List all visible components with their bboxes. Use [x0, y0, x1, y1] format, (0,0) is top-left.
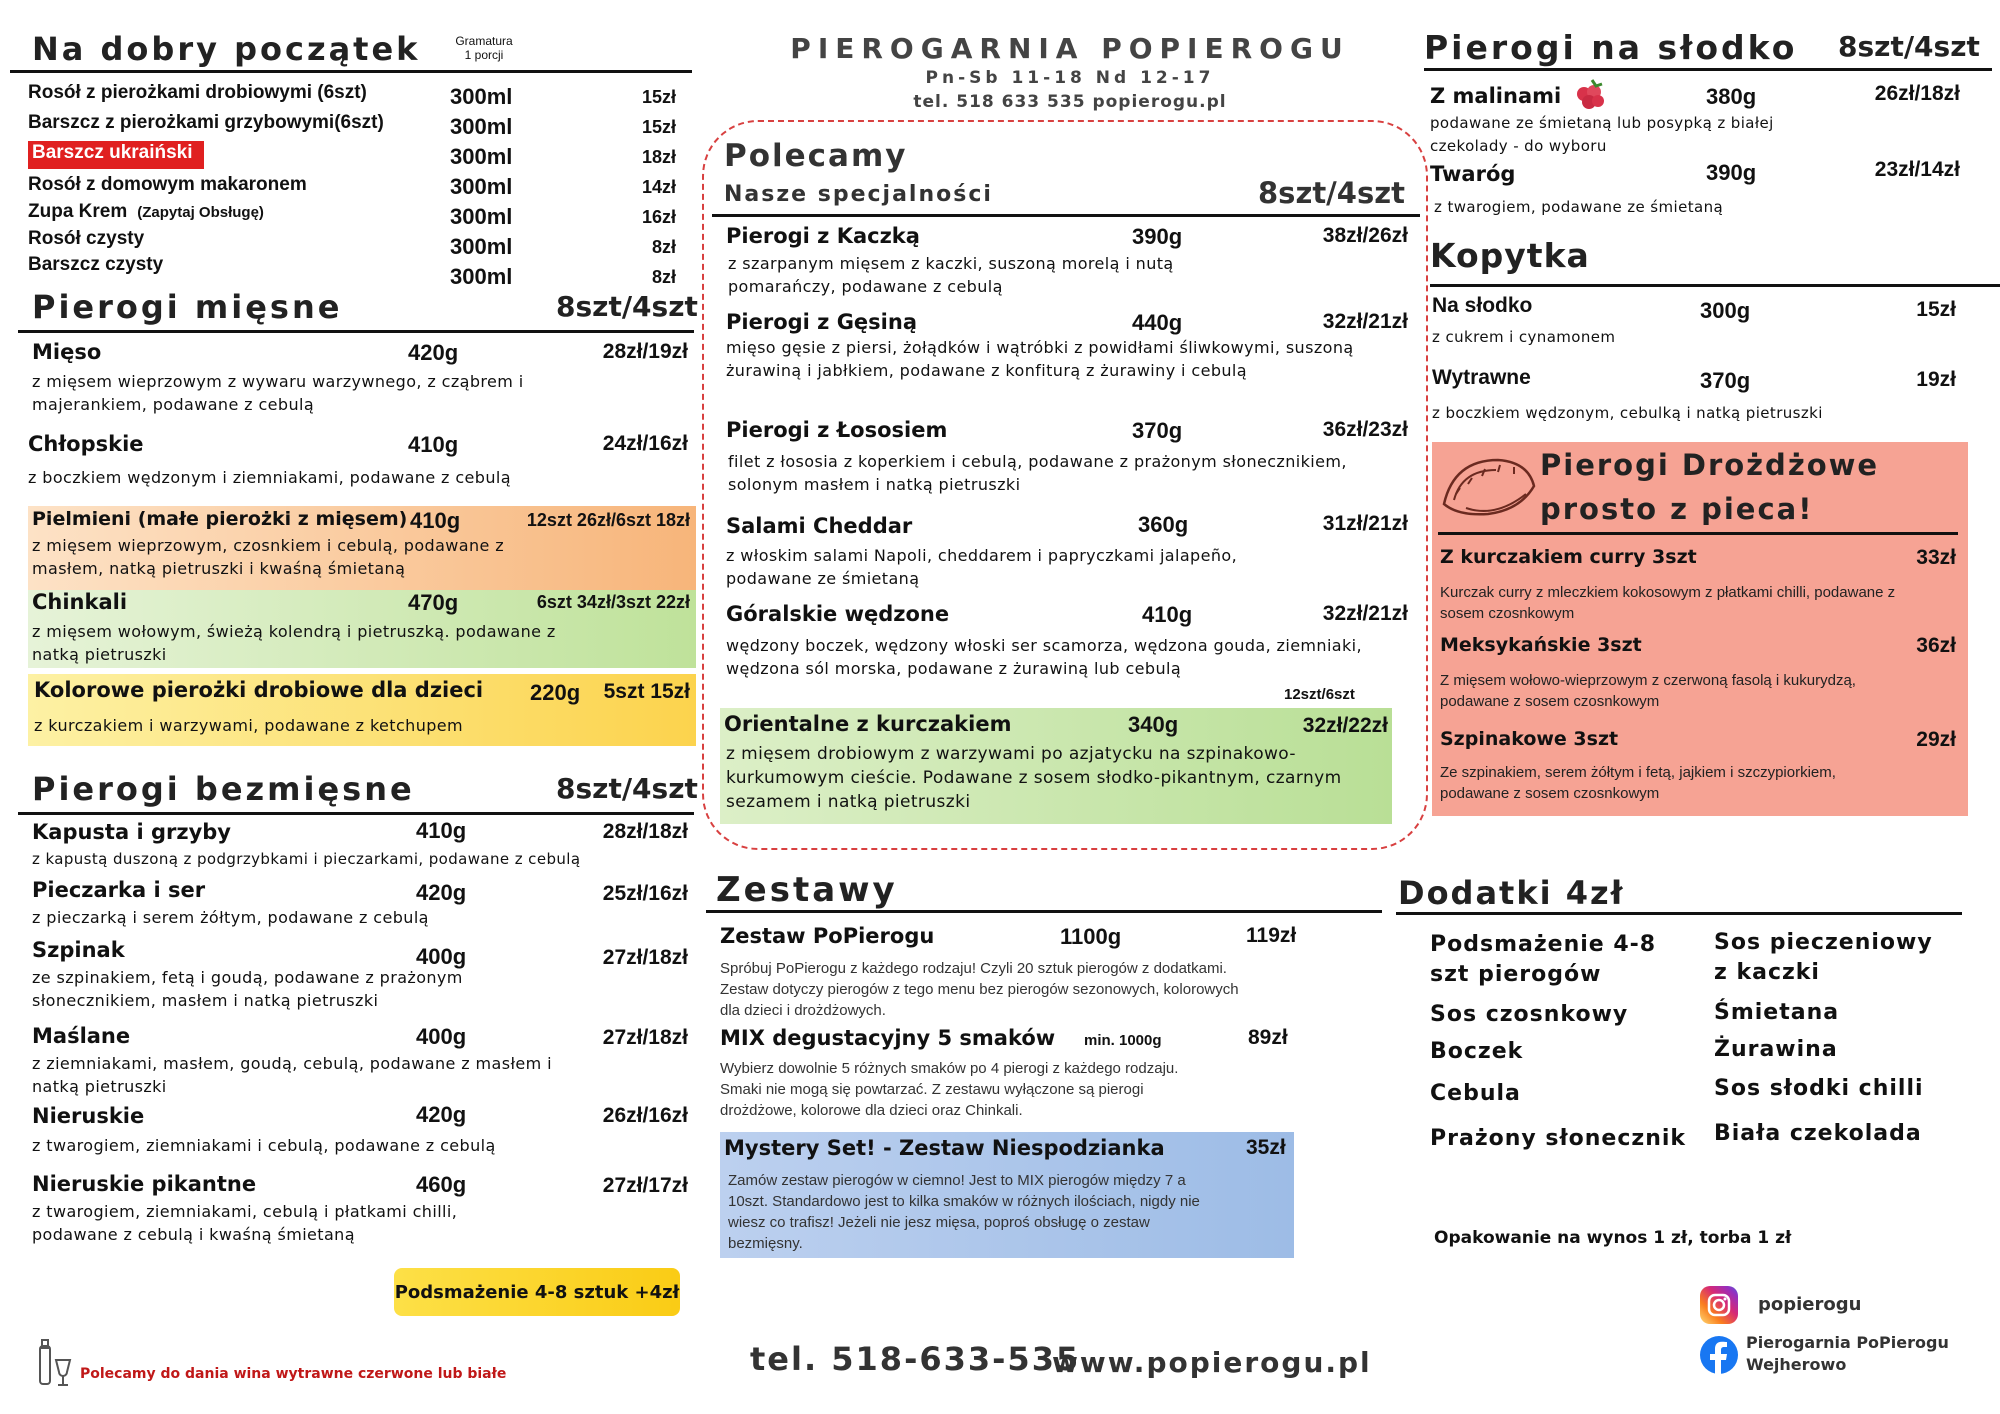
menu-item-name: Mięso [32, 340, 102, 364]
menu-item-price: 15zł [1916, 298, 1956, 321]
veg-portion: 8szt/4szt [556, 772, 698, 805]
menu-item-desc: Z mięsem wołowo-wieprzowym z czerwoną fasolą i kukurydzą, podawane z sosem czosnkowym [1440, 672, 1856, 710]
facebook-icon[interactable] [1700, 1336, 1738, 1374]
menu-item-price: 26zł/18zł [1874, 82, 1960, 105]
menu-item-name: MIX degustacyjny 5 smaków [720, 1026, 1056, 1050]
menu-item-name: Szpinakowe 3szt [1440, 728, 1619, 750]
menu-item-desc: Kurczak curry z mleczkiem kokosowym z płatkami chilli, podawane z sosem czosnkowym [1440, 584, 1896, 622]
menu-item-price: 25zł/16zł [602, 882, 688, 905]
list-item: Rosół czysty [28, 228, 145, 249]
menu-item-name: Pielmieni (małe pierożki z mięsem) [32, 508, 408, 530]
meat-title: Pierogi mięsne [32, 288, 343, 326]
menu-item-price: 38zł/26zł [1322, 224, 1408, 247]
extras-left: Podsmażenie 4-8 szt pierogów Sos czosnkowy Boczek Cebula Prażony słonecznik [1430, 932, 1687, 1151]
menu-item-price: 28zł/18zł [602, 820, 688, 843]
menu-item-price: 23zł/14zł [1874, 158, 1960, 181]
menu-item-name: Salami Cheddar [726, 514, 913, 538]
menu-item-name: Pieczarka i ser [32, 878, 206, 902]
menu-item-desc: z mięsem wieprzowym z wywaru warzywnego, z cząbrem i majerankiem, podawane z cebulą [32, 372, 524, 414]
menu-item-weight: 460g [416, 1172, 467, 1197]
menu-item-desc: z twarogiem, ziemniakami i cebulą, podawane z cebulą [32, 1136, 496, 1155]
menu-item-weight: 410g [416, 818, 467, 843]
specials-portion: 8szt/4szt [1258, 176, 1405, 210]
sweet-title: Pierogi na słodko [1424, 28, 1798, 67]
menu-item-weight: 420g [416, 880, 467, 905]
menu-item-weight: 370g [1700, 368, 1751, 393]
menu-item-weight: 400g [416, 944, 467, 969]
menu-item-name: Meksykańskie 3szt [1440, 634, 1642, 656]
facebook-page[interactable]: Pierogarnia PoPierogu Wejherowo [1746, 1333, 1949, 1374]
menu-item-price: 31zł/21zł [1322, 512, 1408, 535]
menu-item-desc: Ze szpinakiem, serem żółtym i fetą, jajkiem i szczypiorkiem, podawane z sosem czosnkowym [1440, 764, 1836, 802]
menu-item-name: Nieruskie pikantne [32, 1172, 257, 1196]
yeast-title-2: prosto z pieca! [1540, 492, 1814, 526]
menu-item-price: 27zł/18zł [602, 1026, 688, 1049]
menu-item-desc: mięso gęsie z piersi, żołądków i wątróbki z powidłami śliwkowymi, suszoną żurawiną i jabłkiem, podawane z konfiturą z żurawiny i cebulą [726, 338, 1354, 380]
menu-item-weight: 410g [408, 432, 459, 457]
menu-item-price: 36zł [1916, 634, 1956, 657]
menu-item-name: Pierogi z Gęsiną [726, 310, 917, 334]
menu-item-desc: z twarogiem, podawane ze śmietaną [1434, 198, 1724, 216]
fry-badge: Podsmażenie 4-8 sztuk +4zł [394, 1268, 680, 1316]
menu-item-desc: z ziemniakami, masłem, goudą, cebulą, podawane z masłem i natką pietruszki [32, 1054, 552, 1096]
menu-item-weight: 420g [408, 340, 459, 365]
menu-item-desc: z pieczarką i serem żółtym, podawane z cebulą [32, 908, 429, 927]
menu-item-price: 6szt 34zł/3szt 22zł [536, 592, 690, 612]
gramatura-label: Gramatura 1 porcji [455, 34, 513, 62]
menu-item-name: Z malinami [1430, 84, 1562, 108]
packaging-note: Opakowanie na wynos 1 zł, torba 1 zł [1434, 1228, 1792, 1248]
extras-title: Dodatki 4zł [1398, 874, 1625, 912]
starter-title: Na dobry początek [32, 30, 421, 68]
menu-item-name: Mystery Set! - Zestaw Niespodzianka [724, 1136, 1165, 1160]
menu-item-name: Pierogi z Łososiem [726, 418, 948, 442]
wine-note: Polecamy do dania wina wytrawne czerwone lub białe [80, 1366, 507, 1382]
menu-item-desc: Wybierz dowolnie 5 różnych smaków po 4 pierogi z każdego rodzaju. Smaki nie mogą się powtarzać. Z zestawu wyłączone są pierogi drożdżowe, kolorowe dla dzieci oraz Chinkali. [720, 1060, 1179, 1119]
menu-item-weight: 340g [1128, 712, 1179, 737]
menu-item-price: 28zł/19zł [602, 340, 688, 363]
menu-item-name: Szpinak [32, 938, 125, 962]
menu-item-price: 26zł/16zł [602, 1104, 688, 1127]
footer-phone: tel. 518-633-535 [750, 1340, 1081, 1378]
menu-item-name: Kolorowe pierożki drobiowe dla dzieci [34, 678, 484, 702]
menu-item-price: 5szt 15zł [603, 680, 690, 703]
menu-item-price: 27zł/18zł [602, 946, 688, 969]
menu-item-desc: z cukrem i cynamonem [1432, 328, 1616, 346]
instagram-icon[interactable] [1700, 1286, 1738, 1324]
menu-item-weight: 390g [1132, 224, 1183, 249]
meat-portion: 8szt/4szt [556, 290, 698, 323]
menu-item-price: 33zł [1916, 546, 1956, 569]
menu-item-weight: 300g [1700, 298, 1751, 323]
menu-item-name: Pierogi z Kaczką [726, 224, 920, 248]
menu-item-weight: 470g [408, 590, 459, 615]
yeast-title-1: Pierogi Drożdżowe [1540, 448, 1880, 482]
list-item: Rosół z domowym makaronem [28, 174, 307, 195]
menu-item-name: Na słodko [1432, 294, 1533, 317]
header-contact: tel. 518 633 535 popierogu.pl [913, 92, 1227, 112]
menu-item-weight: 220g [530, 680, 581, 705]
menu-item-weight: 410g [1142, 602, 1193, 627]
menu-item-weight: 440g [1132, 310, 1183, 335]
menu-item-name: Góralskie wędzone [726, 602, 950, 626]
menu-item-price: 29zł [1916, 728, 1956, 751]
menu-item-name: Maślane [32, 1024, 131, 1048]
menu-item-desc: z mięsem wołowym, świeżą kolendrą i pietruszką. podawane z natką pietruszki [32, 622, 556, 664]
menu-item-name: Z kurczakiem curry 3szt [1440, 546, 1697, 568]
menu-item-price: 35zł [1246, 1136, 1286, 1159]
menu-item-desc: z twarogiem, ziemniakami, cebulą i płatkami chilli, podawane z cebulą i kwaśną śmietaną [32, 1202, 458, 1244]
menu-item-price: 89zł [1248, 1026, 1288, 1049]
menu-item-price: 19zł [1916, 368, 1956, 391]
menu-item-name: Chłopskie [28, 432, 144, 456]
menu-item-price: 24zł/16zł [602, 432, 688, 455]
sets-title: Zestawy [716, 870, 898, 910]
list-item: Barszcz z pierożkami grzybowymi(6szt) [28, 112, 384, 133]
menu-item-desc: z mięsem drobiowym z warzywami po azjatycku na szpinakowo-kurkumowym cieście. Podawane z sosem słodko-pikantnym, czarnym sezamem i natką pietruszki [726, 744, 1342, 812]
menu-item-name: Chinkali [32, 590, 128, 614]
menu-item-name: Nieruskie [32, 1104, 145, 1128]
menu-item-desc: z włoskim salami Napoli, cheddarem i papryczkami jalapeño, podawane ze śmietaną [726, 546, 1238, 588]
menu-item-price: 36zł/23zł [1322, 418, 1408, 441]
menu-item-price: 12szt 26zł/6szt 18zł [526, 510, 690, 530]
sweet-portion: 8szt/4szt [1838, 30, 1980, 63]
pierogi-icon [1436, 446, 1542, 534]
menu-item-price: 27zł/17zł [602, 1174, 688, 1197]
menu-item-name: Twaróg [1430, 162, 1516, 186]
kopytka-title: Kopytka [1430, 236, 1590, 275]
specials-title: Polecamy [724, 138, 908, 174]
extras-right: Sos pieczeniowy z kaczki Śmietana Żurawina Sos słodki chilli Biała czekolada [1714, 930, 1933, 1146]
menu-item-weight: 400g [416, 1024, 467, 1049]
list-item: Barszcz czysty [28, 254, 164, 275]
menu-item-weight: 360g [1138, 512, 1189, 537]
menu-item-desc: ze szpinakiem, fetą i goudą, podawane z prażonym słonecznikiem, masłem i natką pietruszki [32, 968, 463, 1010]
menu-item-desc: Zamów zestaw pierogów w ciemno! Jest to MIX pierogów między 7 a 10szt. Standardowo jest to kilka smaków w różnych ilościach, nigdy nie wiesz co trafisz! Jeżeli nie jesz mięsa, poproś obsługę o zestaw bezmięsny. [728, 1172, 1200, 1252]
menu-item-price: 32zł/21zł [1322, 602, 1408, 625]
menu-item-desc: z boczkiem wędzonym, cebulką i natką pietruszki [1432, 404, 1823, 422]
menu-item-portion: 12szt/6szt [1284, 686, 1355, 703]
veg-title: Pierogi bezmięsne [32, 770, 415, 808]
menu-item-desc: z kurczakiem i warzywami, podawane z ketchupem [34, 716, 464, 735]
menu-item-weight: 420g [416, 1102, 467, 1127]
menu-item-desc: z szarpanym mięsem z kaczki, suszoną morelą i nutą pomarańczy, podawane z cebulą [728, 254, 1174, 296]
menu-item-weight: 1100g [1060, 924, 1122, 949]
starter-prices: 15zł 15zł 18zł 14zł 16zł 8zł 8zł [641, 87, 676, 287]
menu-item-desc: podawane ze śmietaną lub posypką z białej czekolady - do wyboru [1430, 114, 1774, 155]
opening-hours: Pn-Sb 11-18 Nd 12-17 [925, 68, 1215, 88]
menu-item-desc: z boczkiem wędzonym i ziemniakami, podawane z cebulą [28, 468, 511, 487]
footer-website[interactable]: www.popierogu.pl [1052, 1346, 1372, 1379]
specials-subtitle: Nasze specjalności [724, 182, 993, 207]
list-item: Rosół z pierożkami drobiowymi (6szt) [28, 82, 367, 103]
list-item: Barszcz ukraiński [32, 142, 193, 163]
menu-item-desc: z kapustą duszoną z podgrzybkami i pieczarkami, podawane z cebulą [32, 850, 581, 868]
menu-item-weight: 370g [1132, 418, 1183, 443]
menu-item-weight: min. 1000g [1084, 1032, 1162, 1049]
menu-item-weight: 410g [410, 508, 461, 533]
menu-item-price: 32zł/22zł [1302, 714, 1388, 737]
instagram-handle[interactable]: popierogu [1758, 1294, 1862, 1315]
menu-item-desc: Spróbuj PoPierogu z każdego rodzaju! Czyli 20 sztuk pierogów z dodatkami. Zestaw dotyczy pierogów z tego menu bez pierogów sezonowych, kolorowych dla dzieci i drożdżowych. [720, 960, 1239, 1019]
starter-weights: 300ml 300ml 300ml 300ml 300ml 300ml 300ml [450, 84, 513, 289]
menu-item-desc: z mięsem wieprzowym, czosnkiem i cebulą, podawane z masłem, natką pietruszki i kwaśną śmietaną [32, 536, 505, 578]
menu-item-desc: filet z łososia z koperkiem i cebulą, podawane z prażonym słonecznikiem, solonym masłem i natką pietruszki [728, 452, 1347, 494]
menu-item-name: Zestaw PoPierogu [720, 924, 935, 948]
menu-item-weight: 390g [1706, 160, 1757, 185]
menu-item-name: Orientalne z kurczakiem [724, 712, 1012, 736]
menu-item-price: 32zł/21zł [1322, 310, 1408, 333]
menu-item-weight: 380g [1706, 84, 1757, 109]
list-item: Zupa Krem (Zapytaj Obsługę) [28, 201, 264, 222]
wine-icon [32, 1338, 74, 1392]
menu-item-desc: wędzony boczek, wędzony włoski ser scamorza, wędzona gouda, ziemniaki, wędzona sól morska, podawane z żurawiną lub cebulą [726, 636, 1363, 678]
restaurant-name: PIEROGARNIA POPIEROGU [790, 32, 1350, 65]
menu-item-name: Wytrawne [1432, 366, 1531, 389]
menu-item-name: Kapusta i grzyby [32, 820, 231, 844]
menu-item-price: 119zł [1246, 924, 1297, 947]
